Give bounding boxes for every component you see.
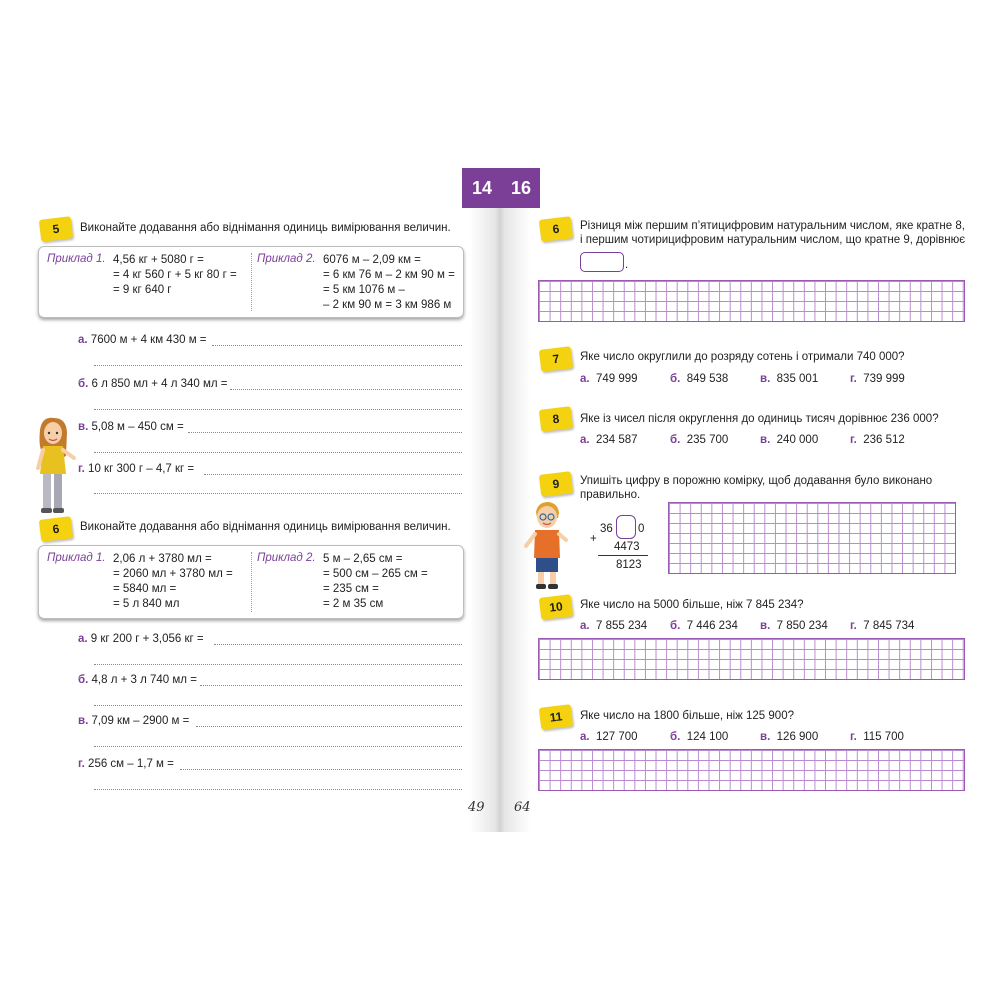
addition-plus-sign: + [590, 533, 597, 545]
task-badge-6: 6 [39, 516, 73, 542]
answer-line[interactable] [94, 705, 462, 706]
task-6-item-a: а. 9 кг 200 г + 3,056 кг = [78, 633, 204, 645]
answer-line[interactable] [214, 644, 462, 645]
task-7-option-g[interactable]: г. 739 999 [850, 373, 905, 385]
example-line: = 4 кг 560 г + 5 кг 80 г = [113, 269, 237, 281]
example-1-lines [113, 253, 237, 298]
example-line: 2,06 л + 3780 мл = [113, 553, 212, 565]
task-7-option-v[interactable]: в. 835 001 [760, 373, 819, 385]
task-5-item-b: б. 6 л 850 мл + 4 л 340 мл = [78, 378, 228, 390]
task-6-instruction: Виконайте додавання або віднімання одиниць вимірювання величин. [80, 521, 451, 533]
task-10-option-a[interactable]: а. 7 855 234 [580, 620, 648, 632]
task-10-question: Яке число на 5000 більше, ніж 7 845 234? [580, 599, 804, 611]
task-6-right-text: Різниця між першим п’ятицифровим натуральним числом, яке кратне 8, і першим чотирицифровим натуральним числом, що кратне 9, дорівнює [580, 220, 966, 246]
task-8-option-b[interactable]: б. 235 700 [670, 434, 729, 446]
answer-line[interactable] [94, 452, 462, 453]
page-number-left: 49 [468, 800, 485, 815]
task-11-option-v[interactable]: в. 126 900 [760, 731, 819, 743]
example-line: = 9 кг 640 г [113, 284, 172, 296]
task-8-option-v[interactable]: в. 240 000 [760, 434, 819, 446]
task-badge-6-right: 6 [539, 216, 573, 242]
task-10-option-v[interactable]: в. 7 850 234 [760, 620, 828, 632]
missing-digit-box[interactable] [616, 515, 636, 539]
example-line: = 5 л 840 мл [113, 598, 180, 610]
squared-grid[interactable] [668, 502, 956, 574]
example-2-label: Приклад 2. [257, 253, 316, 265]
task-6-item-b: б. 4,8 л + 3 л 740 мл = [78, 674, 197, 686]
task-7-option-a[interactable]: а. 749 999 [580, 373, 638, 385]
squared-grid[interactable] [538, 749, 965, 791]
task-6-right-end: . [625, 259, 629, 271]
task-5-item-a: а. 7600 м + 4 км 430 м = [78, 334, 207, 346]
task-5-item-g: г. 10 кг 300 г – 4,7 кг = [78, 463, 195, 475]
answer-box[interactable] [580, 252, 624, 272]
task-badge-11: 11 [539, 704, 573, 730]
squared-grid[interactable] [538, 638, 965, 680]
task-10-option-g[interactable]: г. 7 845 734 [850, 620, 915, 632]
task-6-example-box [38, 545, 464, 619]
sum-line [598, 555, 648, 556]
answer-line[interactable] [94, 493, 462, 494]
task-5-item-v: в. 5,08 м – 450 см = [78, 421, 184, 433]
task-badge-5: 5 [39, 216, 73, 242]
task-5-example-box [38, 246, 464, 318]
task-6-item-g: г. 256 см – 1,7 м = [78, 758, 174, 770]
answer-line[interactable] [204, 474, 462, 475]
task-8-question: Яке із чисел після округлення до одиниць тисяч дорівнює 236 000? [580, 413, 939, 425]
task-badge-7: 7 [539, 346, 573, 372]
squared-grid[interactable] [538, 280, 965, 322]
boy-illustration [524, 500, 568, 590]
sum: 8123 [616, 559, 642, 571]
answer-line[interactable] [188, 432, 462, 433]
example-2-lines [323, 253, 455, 313]
example-line: 4,56 кг + 5080 г = [113, 254, 204, 266]
task-9-text: Упишіть цифру в порожню комірку, щоб додавання було виконано правильно. [580, 475, 933, 501]
girl-illustration [30, 416, 76, 516]
addend-1-left: 36 [600, 523, 613, 535]
example-separator [251, 552, 252, 612]
answer-line[interactable] [94, 365, 462, 366]
task-badge-9: 9 [539, 471, 573, 497]
task-6-item-v: в. 7,09 км – 2900 м = [78, 715, 190, 727]
example-2-label: Приклад 2. [257, 552, 316, 564]
example-line: 5 м – 2,65 см = [323, 553, 403, 565]
task-8-option-g[interactable]: г. 236 512 [850, 434, 905, 446]
page-number-right: 64 [514, 800, 531, 815]
example-line: = 2 м 35 см [323, 598, 384, 610]
answer-line[interactable] [180, 769, 462, 770]
example-2-lines [323, 552, 428, 612]
task-badge-10: 10 [539, 594, 573, 620]
answer-line[interactable] [196, 726, 462, 727]
task-5-instruction: Виконайте додавання або віднімання одиниць вимірювання величин. [80, 222, 451, 234]
addend-1-right: 0 [638, 523, 645, 535]
answer-line[interactable] [94, 789, 462, 790]
task-8-option-a[interactable]: а. 234 587 [580, 434, 638, 446]
answer-line[interactable] [200, 685, 462, 686]
example-1-label: Приклад 1. [47, 253, 106, 265]
example-1-label: Приклад 1. [47, 552, 106, 564]
example-line: 6076 м – 2,09 км = [323, 254, 421, 266]
page-tab-right: 16 [502, 168, 540, 208]
answer-line[interactable] [94, 409, 462, 410]
task-10-option-b[interactable]: б. 7 446 234 [670, 620, 738, 632]
example-line: – 2 км 90 м = 3 км 986 м [323, 299, 452, 311]
task-badge-8: 8 [539, 406, 573, 432]
book-gutter [470, 168, 530, 832]
answer-line[interactable] [94, 664, 462, 665]
example-1-lines [113, 552, 233, 612]
example-line: = 5 км 1076 м – [323, 284, 405, 296]
example-line: = 235 см = [323, 583, 379, 595]
task-11-option-a[interactable]: а. 127 700 [580, 731, 638, 743]
task-7-option-b[interactable]: б. 849 538 [670, 373, 729, 385]
example-line: = 2060 мл + 3780 мл = [113, 568, 233, 580]
page-tab-left: 14 [462, 168, 502, 208]
task-11-question: Яке число на 1800 більше, ніж 125 900? [580, 710, 794, 722]
task-11-option-b[interactable]: б. 124 100 [670, 731, 729, 743]
answer-line[interactable] [94, 746, 462, 747]
example-separator [251, 253, 252, 311]
answer-line[interactable] [230, 389, 462, 390]
example-line: = 500 см – 265 см = [323, 568, 428, 580]
example-line: = 5840 мл = [113, 583, 177, 595]
task-11-option-g[interactable]: г. 115 700 [850, 731, 904, 743]
addend-2: 4473 [614, 541, 640, 553]
example-line: = 6 км 76 м – 2 км 90 м = [323, 269, 455, 281]
task-7-question: Яке число округлили до розряду сотень і отримали 740 000? [580, 351, 905, 363]
answer-line[interactable] [212, 345, 462, 346]
